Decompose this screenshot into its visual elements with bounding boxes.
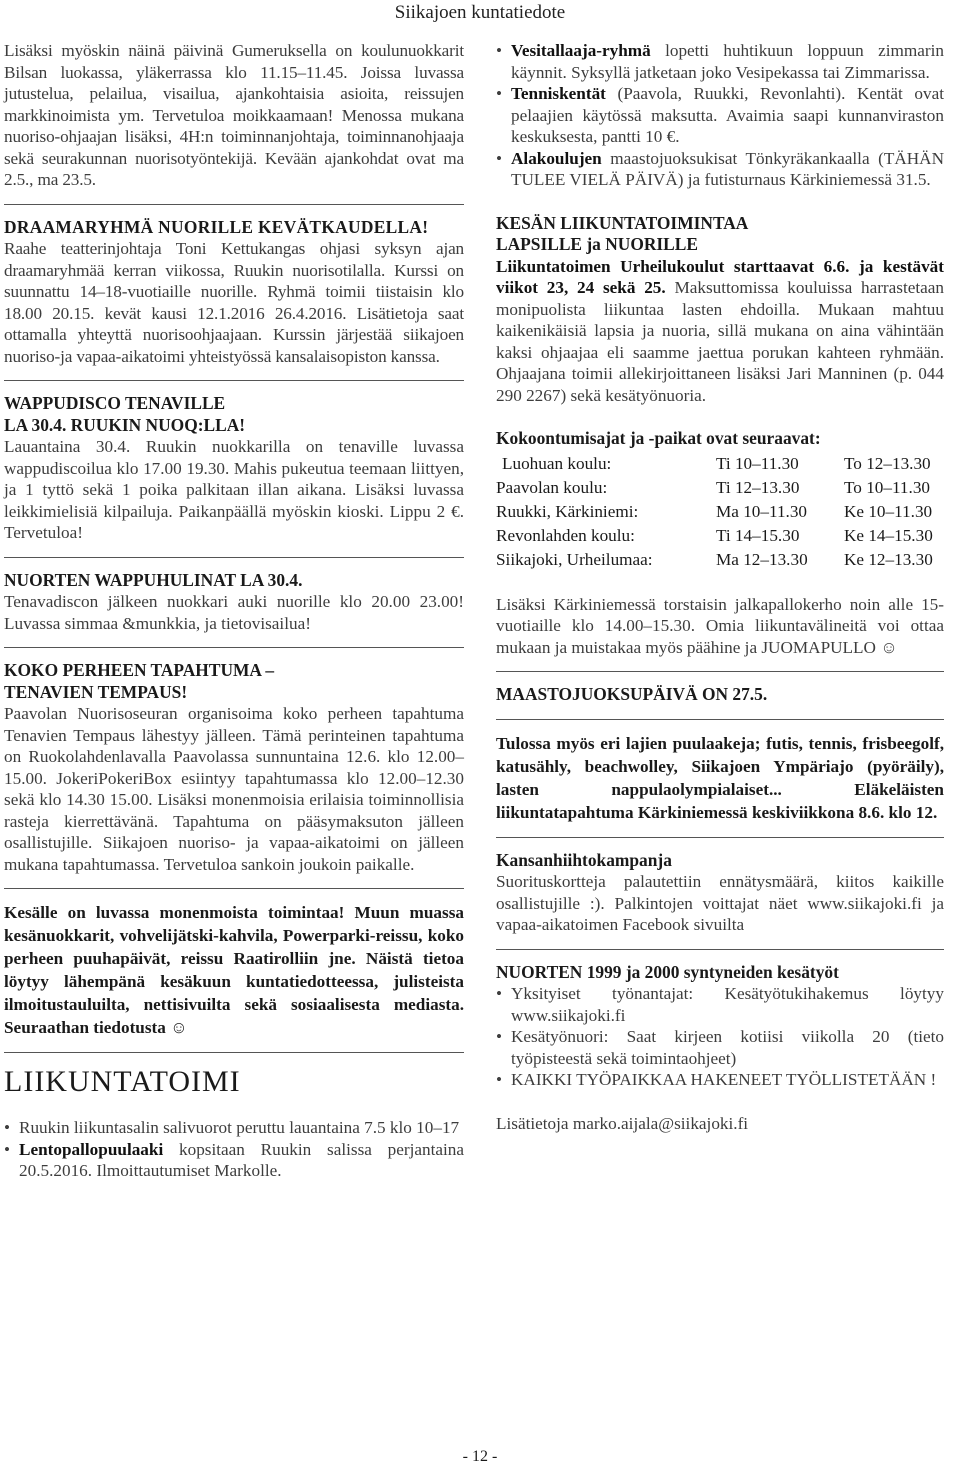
section-divider	[4, 380, 464, 381]
wappu-heading-line2: LA 30.4. RUUKIN NUOQ:LLA!	[4, 414, 246, 435]
koko-paragraph: Paavolan Nuorisoseuran organisoima koko perheen tapahtuma Tenavien Tempaus lähestyy jälleen. Tämä perinteinen tapahtuma on Ruokolahdenlavalla Paavolassa sunnuntaina 12.6. klo 12.00–15.00. JokeriPokeriBox esiintyy tapahtumassa klo 12.00–12.30 sekä klo 14.30 15.00. Lisäksi monenmoisia erilaisia toiminnollisia rasteja kierrettävänä. Tapahtuma on pääsymaksuton jälleen osallistujille. Siikajoen nuoriso- ja vapaa-aikatoimi on jälleen mukana tapahtumassa. Tervetuloa sankoin joukoin paikalle.	[4, 704, 464, 874]
kansan-paragraph: Suorituskortteja palautettiin ennätysmäärä, kiitos kaikille osallistujille :). Palkintojen voittajat näet www.siikajoki.fi ja vapaa-aikatoimen Facebook sivuilta	[496, 872, 944, 934]
list-item: • KAIKKI TYÖPAIKKAA HAKENEET TYÖLLISTETÄÄN !	[496, 1069, 944, 1091]
schedule-place: Ruukki, Kärkiniemi:	[496, 501, 639, 521]
hulinat-heading: NUORTEN WAPPUHULINAT LA 30.4.	[4, 569, 303, 590]
list-item: • Vesitallaaja-ryhmä lopetti huhtikuun loppuun zimmarin käynnit. Syksyllä jatketaan joko Vesipekassa tai Zimmarissa.	[496, 40, 944, 83]
nuorten-list	[496, 983, 944, 1091]
section-divider	[4, 647, 464, 648]
schedule-heading: Kokoontumisajat ja -paikat ovat seuraavat:	[496, 428, 821, 448]
intro-paragraph: Lisäksi myöskin näinä päivinä Gumeruksella on koulunuokkarit Bilsan luokassa, yläkerrassa klo 11.15–11.45. Joissa luvassa jutustelua, pelailua, visailua, ajankohtaisia asioita, reissujen markkinoimista ym. Tervetuloa moikkaamaan! Menossa mukana nuoriso-ohjaajan lisäksi, 4H:n toiminnanjohtaja, toiminnanohjaaja sekä seurakunnan nuorisotyöntekijä. Kevään ajankohdat ovat ma 2.5., ma 23.5.	[4, 41, 464, 189]
schedule-time-2: To 10–11.30	[844, 477, 931, 497]
hulinat-paragraph: Tenavadiscon jälkeen nuokkari auki nuorille klo 20.00 23.00! Luvassa simmaa &munkkia, ja tietovisailua!	[4, 592, 464, 633]
section-divider	[4, 1052, 464, 1053]
schedule-place: Revonlahden koulu:	[496, 525, 635, 545]
list-item: • Lentopallopuulaaki kopsitaan Ruukin salissa perjantaina 20.5.2016. Ilmoittautumiset Markolle.	[4, 1139, 464, 1182]
section-divider	[4, 204, 464, 205]
kesa-heading-line2: LAPSILLE ja NUORILLE	[496, 234, 698, 254]
list-item: • Tenniskentät (Paavola, Ruukki, Revonlahti). Kentät ovat pelaajien käytössä maksutta. Avaimia saapi kunnanviraston keskuksesta, pantti 10 €.	[496, 83, 944, 148]
table-row	[496, 452, 933, 476]
schedule-time-1: Ti 10–11.30	[716, 453, 799, 473]
schedule-time-2: Ke 10–11.30	[844, 501, 933, 521]
wappu-paragraph: Lauantaina 30.4. Ruukin nuokkarilla on tenaville luvassa wappudiscoilua klo 17.00 19.30. Mahis pukeutua teemaan liittyen, ja 1 tyttö sekä 1 poika palkitaan illan aikana. Lisäksi luvassa leikkimielisiä kilpailuja. Paikanpäällä myöskin kioski. Lippu 2 €. Tervetuloa!	[4, 437, 464, 542]
koko-heading-line2: TENAVIEN TEMPAUS!	[4, 681, 188, 702]
section-divider	[496, 671, 944, 672]
schedule-time-2: Ke 14–15.30	[844, 525, 933, 545]
activity-list	[496, 40, 944, 191]
schedule-time-1: Ma 10–11.30	[716, 501, 808, 521]
schedule-time-1: Ti 12–13.30	[716, 477, 800, 497]
section-divider	[496, 719, 944, 720]
karki-paragraph: Lisäksi Kärkiniemessä torstaisin jalkapallokerho noin alle 15-vuotiaille klo 14.00–15.30. Omia liikuntavälineitä voi ottaa mukaan ja muistakaa myös päähine ja JUOMAPULLO ☺	[496, 594, 944, 657]
section-divider	[496, 837, 944, 838]
schedule-place: Luohuan koulu:	[502, 453, 612, 473]
list-item: • Ruukin liikuntasalin salivuorot peruttu lauantaina 7.5 klo 10–17	[4, 1117, 464, 1139]
table-row	[496, 476, 933, 500]
list-item: • Kesätyönuori: Saat kirjeen kotiisi viikolla 20 (tieto työpisteestä sekä toimintaohjeet)	[496, 1026, 944, 1069]
left-column	[4, 40, 464, 1182]
schedule-place: Paavolan koulu:	[496, 477, 608, 497]
contact-line: Lisätietoja marko.aijala@siikajoki.fi	[496, 1113, 749, 1133]
table-row	[496, 524, 933, 548]
wappu-heading-line1: WAPPUDISCO TENAVILLE	[4, 393, 226, 413]
drama-paragraph: Raahe teatterinjohtaja Toni Kettukangas ohjasi syksyn ajan draamaryhmää kerran viikossa, Ruukin nuorisotilalla. Kurssi on suunnattu 14–18-vuotiaille nuorille. Ryhmä toimii tiistaisin klo 18.00 20.15. kevät kausi 12.1.2016 26.4.2016. Lisätietoja saat ottamalla yhteyttä nuorisoohjaajaan. Kurssin järjestää siikajoen nuoriso-ja vapaa-aikatoimi yhteistyössä kansalaisopiston kanssa.	[4, 239, 464, 366]
schedule-time-1: Ti 14–15.30	[716, 525, 800, 545]
summer-paragraph: Kesälle on luvassa monenmoista toimintaa! Muun muassa kesänuokkarit, vohvelijätski-kahvila, Powerparki-reissu, koko perheen puuhapäivät, reissu Raatirolliin jne. Näistä tietoa löytyy lähempänä kesäkuun kuntatiedotteessa, julisteista ilmoitustauluilta, nettisivuilta sekä sosiaalisesta mediasta. Seuraathan tiedotusta ☺	[4, 903, 464, 1037]
schedule-time-1: Ma 12–13.30	[716, 549, 808, 569]
section-divider	[4, 888, 464, 889]
kansan-heading: Kansanhiihtokampanja	[496, 849, 672, 870]
section-divider	[496, 949, 944, 950]
page-number: - 12 -	[462, 1448, 498, 1465]
drama-heading: DRAAMARYHMÄ NUORILLE KEVÄTKAUDELLA!	[4, 216, 429, 237]
nuorten-heading: NUORTEN 1999 ja 2000 syntyneiden kesätyöt	[496, 961, 839, 982]
maasto-heading: MAASTOJUOKSUPÄIVÄ ON 27.5.	[496, 684, 768, 704]
koko-heading-line1: KOKO PERHEEN TAPAHTUMA –	[4, 660, 275, 680]
schedule-place: Siikajoki, Urheilumaa:	[496, 549, 653, 569]
kesa-heading-line1: KESÄN LIIKUNTATOIMINTAA	[496, 212, 749, 233]
page-header-title: Siikajoen kuntatiedote	[394, 2, 566, 23]
section-divider	[4, 557, 464, 558]
liikuntatoimi-heading: LIIKUNTATOIMI	[4, 1065, 241, 1098]
schedule-table	[496, 452, 933, 572]
tulossa-paragraph: Tulossa myös eri lajien puulaakeja; futis, tennis, frisbeegolf, katusähly, beachwolley, Siikajoen Ympäriajo (pyöräily), lasten nappulaolympialaiset... Eläkeläisten liikuntatapahtuma Kärkiniemessä keskiviikkona 8.6. klo 12.	[496, 733, 944, 822]
list-item: • Alakoulujen maastojuoksukisat Tönkyräkankaalla (TÄHÄN TULEE VIELÄ PÄIVÄ) ja futisturnaus Kärkiniemessä 31.5.	[496, 148, 944, 191]
table-row	[496, 548, 933, 572]
right-column	[496, 40, 944, 1134]
schedule-time-2: Ke 12–13.30	[844, 549, 933, 569]
kesa-paragraph: Liikuntatoimen Urheilukoulut starttaavat 6.6. ja kestävät viikot 23, 24 sekä 25. Maksuttomissa kouluissa harrastetaan monipuolista liikuntaa lasten ehdoilla. Mukaan mahtuu kaikenikäisiä lapsia ja nuoria, sillä mukana on aina vähintään kaksi ohjaajaa eli saamme jaettua porukan kahteen ryhmään. Ohjaajana toimii allekirjoittaneen lisäksi Jari Manninen (p. 044 290 2267) sekä kesätyönuoria.	[496, 256, 944, 405]
list-item: • Yksityiset työnantajat: Kesätyötukihakemus löytyy www.siikajoki.fi	[496, 983, 944, 1026]
schedule-time-2: To 12–13.30	[844, 453, 931, 473]
table-row	[496, 500, 933, 524]
liikunta-list	[4, 1117, 464, 1182]
